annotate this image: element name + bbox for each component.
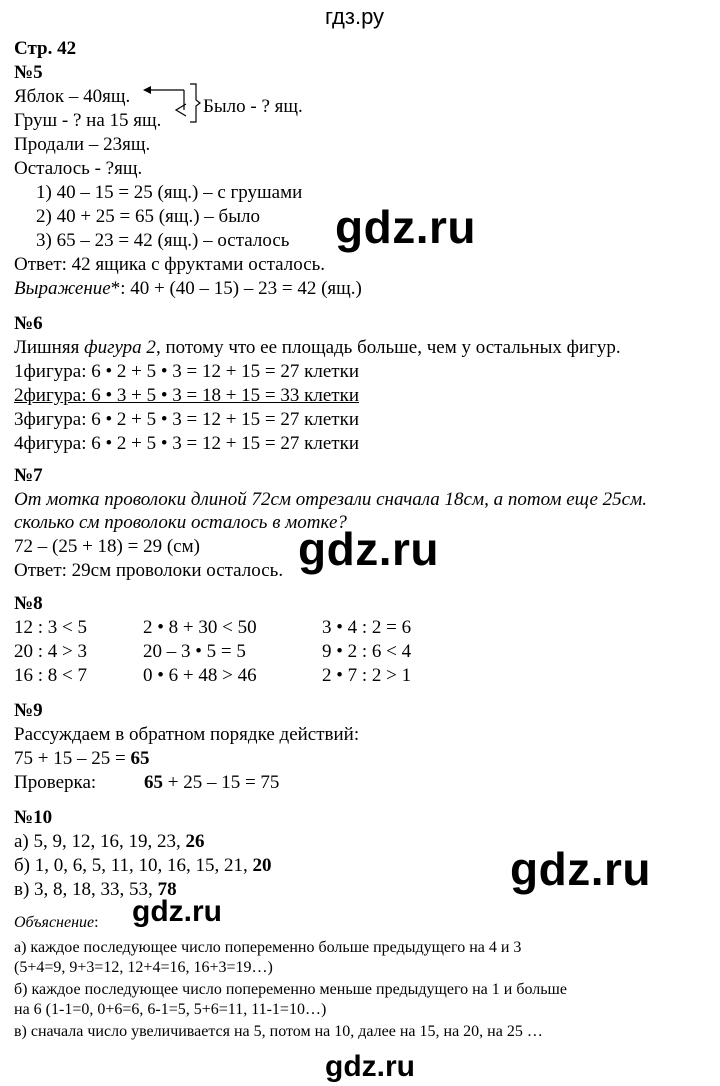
task-number: №7 xyxy=(14,465,43,486)
intro-text: , потому что ее площадь больше, чем у остальных фигур. xyxy=(155,337,621,358)
equation xyxy=(14,748,149,770)
figure-row: 3фигура: 6 • 2 + 5 • 3 = 12 + 15 = 27 клетки xyxy=(14,409,359,430)
watermark: gdz.ru xyxy=(325,1050,415,1083)
explanation-line: на 6 (1-1=0, 0+6=6, 6-1=5, 5+6=11, 11-1=10…) xyxy=(14,1001,327,1018)
task-number: №10 xyxy=(14,807,53,828)
intro-figure: фигура 2 xyxy=(84,337,156,358)
inequality: 9 • 2 : 6 < 4 xyxy=(322,641,412,662)
intro-text: Лишняя xyxy=(14,337,85,358)
sequence-text: б) 1, 0, 6, 5, 11, 10, 16, 15, 21, xyxy=(14,855,253,876)
explanation-line: а) каждое последующее число попеременно больше предыдущего на 4 и 3 xyxy=(14,939,522,956)
explanation-line: (5+4=9, 9+3=12, 12+4=16, 16+3=19…) xyxy=(14,959,273,976)
check-label: Проверка: xyxy=(14,772,97,793)
step-3: 3) 65 – 23 = 42 (ящ.) – осталось xyxy=(36,230,290,251)
sequence xyxy=(14,879,177,901)
watermark: gdz.ru xyxy=(132,895,222,928)
step-2: 2) 40 + 25 = 65 (ящ.) – было xyxy=(36,206,260,227)
figure-row: 4фигура: 6 • 2 + 5 • 3 = 12 + 15 = 27 клетки xyxy=(14,433,359,454)
watermark: gdz.ru xyxy=(510,843,651,895)
expression-label: Выражение xyxy=(14,278,111,299)
equation-result: 65 xyxy=(130,748,150,769)
expression-value: *: 40 + (40 – 15) – 23 = 42 (ящ.) xyxy=(110,278,362,299)
task6-intro xyxy=(14,337,621,359)
scheme-arrows xyxy=(140,80,210,130)
sequence-answer: 20 xyxy=(252,855,272,876)
sequence-text: а) 5, 9, 12, 16, 19, 23, xyxy=(14,831,186,852)
site-header[interactable]: гдз.ру xyxy=(325,4,385,29)
inequality: 2 • 8 + 30 < 50 xyxy=(143,617,257,638)
pears-line: Груш - ? на 15 ящ. xyxy=(14,110,162,131)
task-number: №8 xyxy=(14,593,43,614)
task-number: №5 xyxy=(14,62,43,83)
sequence-answer: 26 xyxy=(185,831,205,852)
answer: Ответ: 29см проволоки осталось. xyxy=(14,560,284,581)
inequality: 20 – 3 • 5 = 5 xyxy=(143,641,246,662)
explanation-colon: : xyxy=(94,914,99,931)
page-ref: Стр. 42 xyxy=(14,38,77,59)
sequence-answer: 78 xyxy=(157,879,177,900)
figure-row-highlighted: 2фигура: 6 • 3 + 5 • 3 = 18 + 15 = 33 клетки xyxy=(14,385,359,406)
reasoning-intro: Рассуждаем в обратном порядке действий: xyxy=(14,724,360,745)
explanation-line: б) каждое последующее число попеременно меньше предыдущего на 1 и больше xyxy=(14,981,567,998)
sold-line: Продали – 23ящ. xyxy=(14,134,151,155)
explanation-heading xyxy=(14,913,99,932)
watermark: gdz.ru xyxy=(335,201,476,253)
check-text: + 25 – 15 = 75 xyxy=(163,772,280,793)
check-value: 65 xyxy=(144,772,163,793)
sequence xyxy=(14,855,272,877)
inequality: 20 : 4 > 3 xyxy=(14,641,87,662)
check-equation xyxy=(144,772,279,794)
sequence xyxy=(14,831,205,853)
answer: Ответ: 42 ящика с фруктами осталось. xyxy=(14,254,326,275)
watermark: gdz.ru xyxy=(298,523,439,575)
equation-text: 75 + 15 – 25 = xyxy=(14,748,131,769)
problem-text: сколько см проволоки осталось в мотке? xyxy=(14,512,347,533)
figure-row: 1фигура: 6 • 2 + 5 • 3 = 12 + 15 = 27 клетки xyxy=(14,361,359,382)
task-number: №9 xyxy=(14,700,43,721)
sequence-text: в) 3, 8, 18, 33, 53, xyxy=(14,879,158,900)
inequality: 12 : 3 < 5 xyxy=(14,617,87,638)
inequality: 2 • 7 : 2 > 1 xyxy=(322,665,412,686)
explanation-label: Объяснение xyxy=(14,914,95,931)
explanation-line: в) сначала число увеличивается на 5, потом на 10, далее на 15, на 20, на 25 … xyxy=(14,1023,543,1040)
inequality: 0 • 6 + 48 > 46 xyxy=(143,665,257,686)
inequality: 16 : 8 < 7 xyxy=(14,665,87,686)
problem-text: От мотка проволоки длиной 72см отрезали сначала 18см, а потом еще 25см. xyxy=(14,489,647,510)
brace-label: Было - ? ящ. xyxy=(203,96,303,117)
step-1: 1) 40 – 15 = 25 (ящ.) – с грушами xyxy=(36,182,303,203)
solution: 72 – (25 + 18) = 29 (см) xyxy=(14,536,200,557)
left-line: Осталось - ?ящ. xyxy=(14,158,143,179)
inequality: 3 • 4 : 2 = 6 xyxy=(322,617,412,638)
task-number: №6 xyxy=(14,313,43,334)
expression-line xyxy=(14,278,362,300)
apples-line: Яблок – 40ящ. xyxy=(14,86,131,107)
